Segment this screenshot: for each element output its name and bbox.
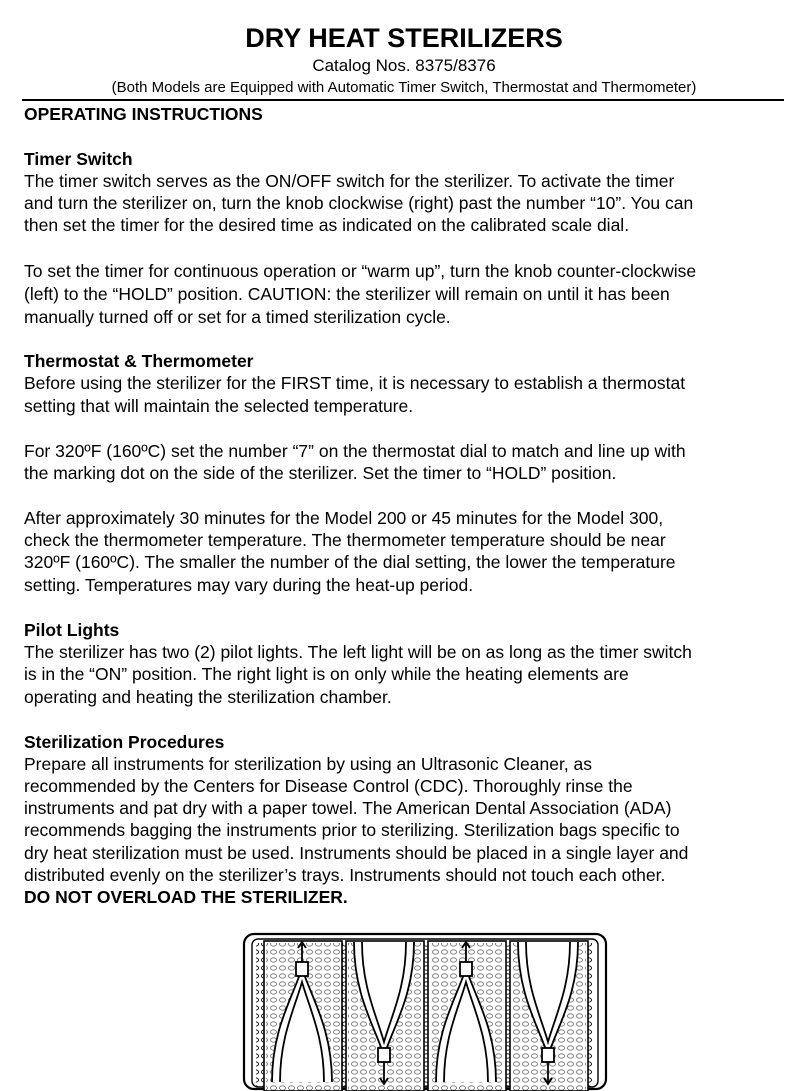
operating-instructions-heading: OPERATING INSTRUCTIONS <box>24 104 263 124</box>
paragraph-line: recommended by the Centers for Disease Control (CDC). Thoroughly rinse the <box>24 776 633 796</box>
paragraph-line: The sterilizer has two (2) pilot lights. The left light will be on as long as the timer switch <box>24 642 692 662</box>
timer-switch-heading: Timer Switch <box>24 149 133 169</box>
thermostat-heading: Thermostat & Thermometer <box>24 351 254 371</box>
paragraph-line: distributed evenly on the sterilizer’s trays. Instruments should not touch each other. <box>24 865 666 885</box>
paragraph-line: To set the timer for continuous operation or “warm up”, turn the knob counter-clockwise <box>24 261 697 281</box>
models-note: (Both Models are Equipped with Automatic Timer Switch, Thermostat and Thermometer) <box>111 79 697 96</box>
paragraph-line: For 320ºF (160ºC) set the number “7” on the thermostat dial to match and line up with <box>24 441 686 461</box>
paragraph-line: Prepare all instruments for sterilization by using an Ultrasonic Cleaner, as <box>24 754 593 774</box>
overload-warning: DO NOT OVERLOAD THE STERILIZER. <box>24 887 348 907</box>
paragraph-line: check the thermometer temperature. The thermometer temperature should be near <box>24 530 666 550</box>
sterilizer-tray-illustration <box>242 932 608 1091</box>
sterilization-procedures-heading: Sterilization Procedures <box>24 732 225 752</box>
paragraph-line: After approximately 30 minutes for the Model 200 or 45 minutes for the Model 300, <box>24 508 664 528</box>
paragraph-line: Before using the sterilizer for the FIRST time, it is necessary to establish a thermostat <box>24 373 686 393</box>
paragraph-line: operating and heating the sterilization chamber. <box>24 687 392 707</box>
paragraph-line: recommends bagging the instruments prior to sterilizing. Sterilization bags specific to <box>24 820 680 840</box>
paragraph-line: setting that will maintain the selected temperature. <box>24 396 414 416</box>
paragraph-line: the marking dot on the side of the sterilizer. Set the timer to “HOLD” position. <box>24 463 617 483</box>
paragraph-line: instruments and pat dry with a paper towel. The American Dental Association (ADA) <box>24 798 672 818</box>
pilot-lights-heading: Pilot Lights <box>24 620 120 640</box>
page-title: DRY HEAT STERILIZERS <box>245 23 563 53</box>
header-divider <box>22 99 784 101</box>
paragraph-line: (left) to the “HOLD” position. CAUTION: the sterilizer will remain on until it has been <box>24 284 670 304</box>
catalog-numbers: Catalog Nos. 8375/8376 <box>312 56 496 75</box>
paragraph-line: is in the “ON” position. The right light is on only while the heating elements are <box>24 664 629 684</box>
paragraph-line: setting. Temperatures may vary during the heat-up period. <box>24 575 474 595</box>
paragraph-line: and turn the sterilizer on, turn the knob clockwise (right) past the number “10”. You can <box>24 193 694 213</box>
paragraph-line: manually turned off or set for a timed sterilization cycle. <box>24 307 451 327</box>
paragraph-line: then set the timer for the desired time as indicated on the calibrated scale dial. <box>24 215 630 235</box>
paragraph-line: 320ºF (160ºC). The smaller the number of the dial setting, the lower the temperature <box>24 552 676 572</box>
paragraph-line: dry heat sterilization must be used. Instruments should be placed in a single layer and <box>24 843 689 863</box>
paragraph-line: The timer switch serves as the ON/OFF switch for the sterilizer. To activate the timer <box>24 171 675 191</box>
